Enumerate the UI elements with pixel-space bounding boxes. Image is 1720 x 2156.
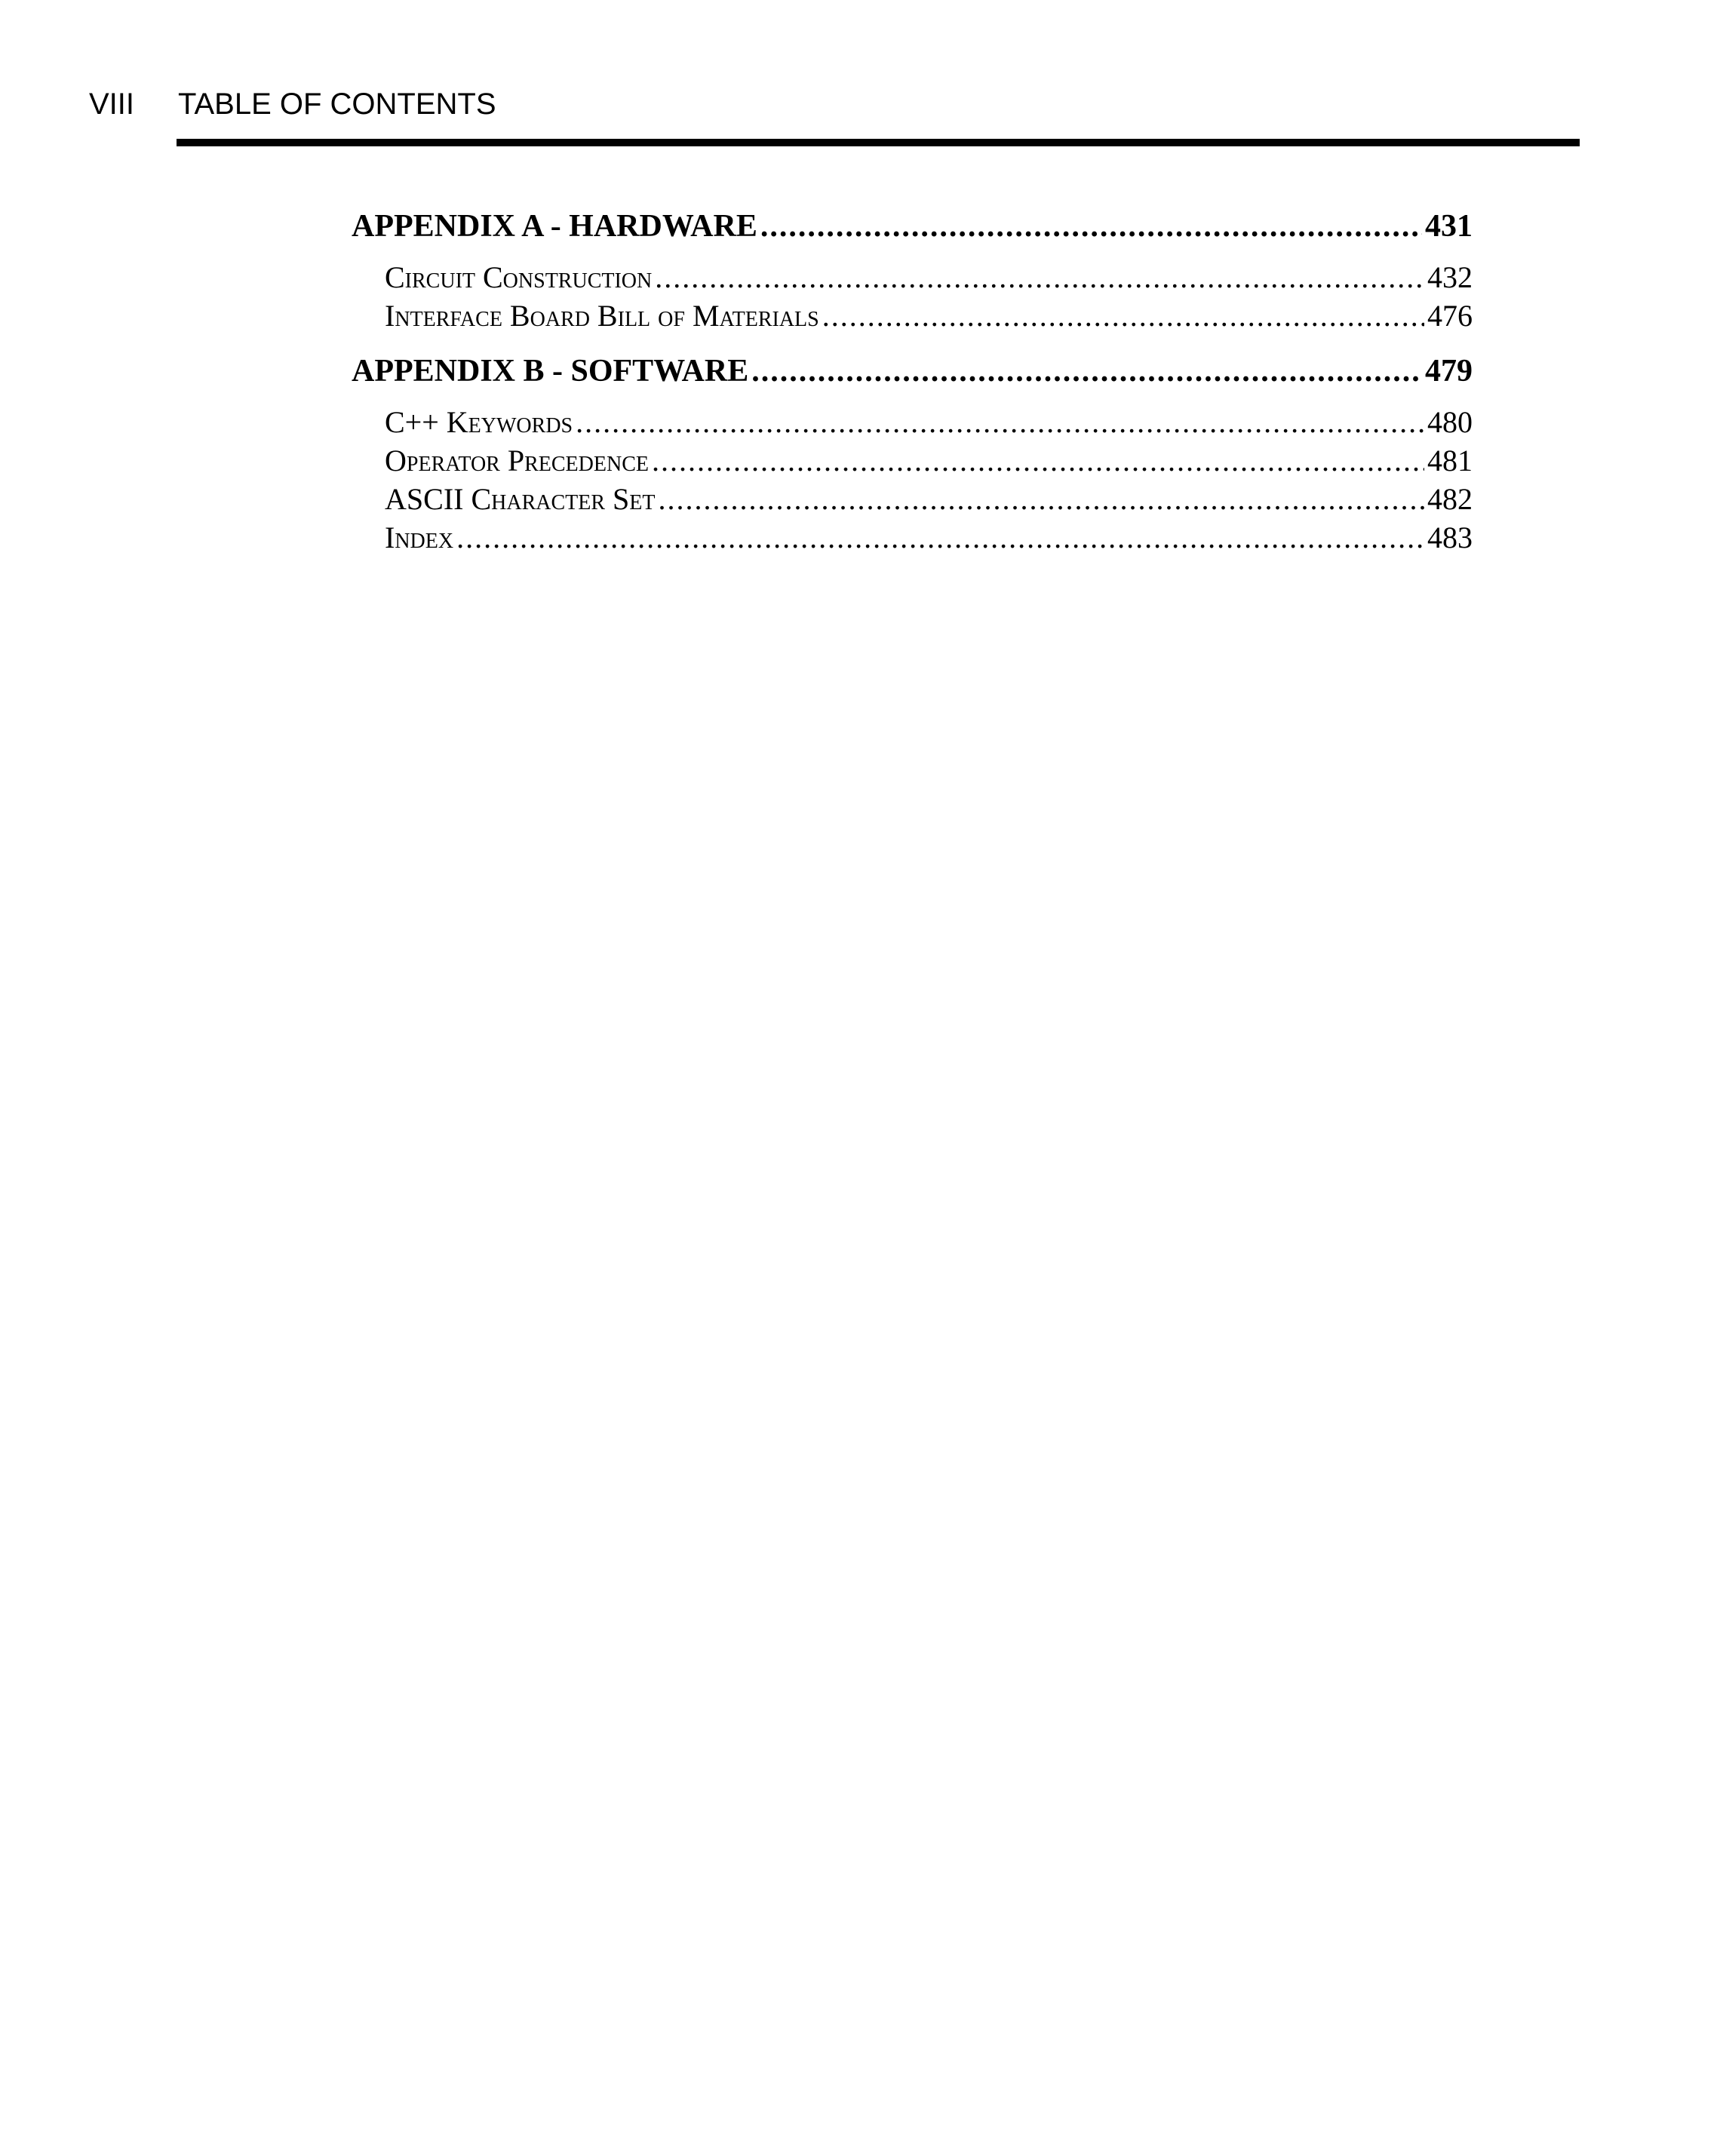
dot-leader [456,518,1424,557]
dot-leader [576,403,1424,441]
toc-entry-ascii-character-set[interactable] [385,480,1473,518]
toc-entry-page: 480 [1427,405,1473,439]
running-head [0,81,1720,127]
toc-entry-appendix-b[interactable] [352,349,1473,394]
toc-entry-title: APPENDIX B - SOFTWARE [352,354,749,389]
page-number: VIII [89,88,135,121]
dot-leader [760,204,1422,249]
toc-entry-page: 482 [1427,482,1473,516]
toc-appendix-b [352,349,1473,557]
toc-entry-title: ASCII Character Set [385,482,656,516]
running-head-title: TABLE OF CONTENTS [178,88,496,121]
toc-appendix-a [352,204,1473,335]
toc-entry-page: 431 [1425,209,1473,244]
toc-entry-title: Interface Board Bill of Materials [385,299,819,333]
toc-entry-title: Index [385,521,454,554]
toc-entry-circuit-construction[interactable] [385,258,1473,296]
table-of-contents [352,204,1473,570]
toc-entry-cpp-keywords[interactable] [385,403,1473,441]
dot-leader [652,441,1424,480]
toc-entry-page: 481 [1427,444,1473,478]
toc-entry-operator-precedence[interactable] [385,441,1473,480]
dot-leader [658,480,1424,518]
toc-subentries [352,258,1473,335]
toc-entry-title: C++ Keywords [385,405,573,439]
toc-entry-page: 432 [1427,260,1473,294]
toc-entry-interface-board-bom[interactable] [385,296,1473,335]
dot-leader [655,258,1424,296]
toc-entry-page: 479 [1425,354,1473,389]
toc-entry-page: 476 [1427,299,1473,333]
toc-entry-index[interactable] [385,518,1473,557]
toc-entry-appendix-a[interactable] [352,204,1473,249]
toc-subentries [352,403,1473,557]
dot-leader [822,296,1424,335]
header-rule [177,139,1580,146]
toc-entry-title: Operator Precedence [385,444,649,478]
toc-entry-title: Circuit Construction [385,260,653,294]
dot-leader [751,349,1422,394]
toc-entry-title: APPENDIX A - HARDWARE [352,209,757,244]
toc-entry-page: 483 [1427,521,1473,554]
